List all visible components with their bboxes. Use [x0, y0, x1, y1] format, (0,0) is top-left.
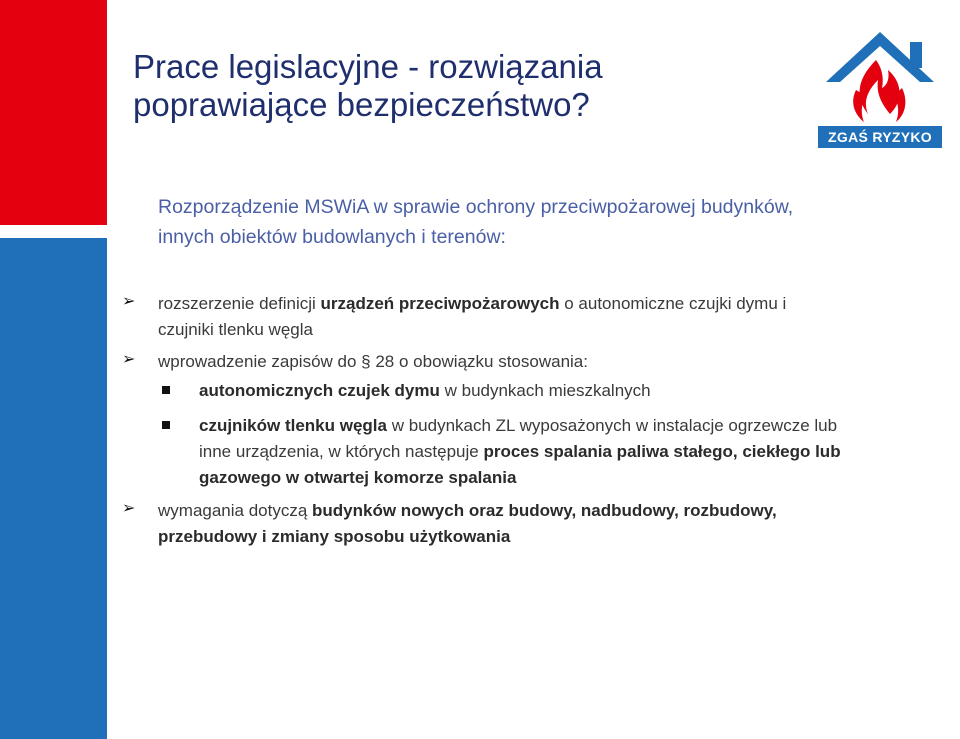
- sub-bullet-co-detectors: [199, 413, 944, 491]
- bullet-1-text-a: rozszerzenie definicji: [158, 294, 321, 313]
- sub-2-rest-1: w budynkach ZL wyposażonych w instalacje ogrzewcze lub: [386, 416, 838, 435]
- arrow-bullet-icon: ➢: [122, 351, 136, 368]
- house-flame-icon: [818, 30, 942, 130]
- square-bullet-icon: [162, 421, 170, 429]
- sub-1-rest: w budynkach mieszkalnych: [439, 381, 651, 400]
- page-title: [133, 48, 773, 124]
- sub-2-line-3: gazowego w otwartej komorze spalania: [199, 468, 517, 487]
- logo-text: ZGAŚ RYZYKO: [818, 126, 942, 148]
- left-blue-bar: [0, 238, 107, 739]
- square-bullet-icon: [162, 386, 170, 394]
- sub-bullet-smoke-detectors: [199, 378, 919, 404]
- bullet-2-text: wprowadzenie zapisów do § 28 o obowiązku stosowania:: [158, 352, 588, 371]
- sub-2-bold-1: czujników tlenku węgla: [199, 416, 387, 435]
- intro-text: [158, 192, 858, 252]
- bullet-requirements: [158, 498, 938, 550]
- sub-1-bold: autonomicznych czujek dymu: [199, 381, 440, 400]
- title-line-2: poprawiające bezpieczeństwo?: [133, 86, 590, 123]
- intro-line-1: Rozporządzenie MSWiA w sprawie ochrony przeciwpożarowej budynków,: [158, 196, 794, 218]
- title-line-1: Prace legislacyjne - rozwiązania: [133, 48, 603, 85]
- zgas-ryzyko-logo: [818, 30, 942, 152]
- bullet-1-text-b: o autonomiczne czujki dymu i: [559, 294, 787, 313]
- intro-line-2: innych obiektów budowlanych i terenów:: [158, 226, 506, 248]
- arrow-bullet-icon: ➢: [122, 500, 136, 517]
- bullet-par28: [158, 349, 918, 375]
- bullet-3-line-2: przebudowy i zmiany sposobu użytkowania: [158, 527, 511, 546]
- bullet-1-line-2: czujniki tlenku węgla: [158, 320, 313, 339]
- sub-2-line-2a: inne urządzenia, w których następuje: [199, 442, 484, 461]
- bullet-3-bold: budynków nowych oraz budowy, nadbudowy, rozbudowy,: [312, 501, 777, 520]
- bullet-1-bold: urządzeń przeciwpożarowych: [320, 294, 560, 313]
- arrow-bullet-icon: ➢: [122, 293, 136, 310]
- left-red-bar: [0, 0, 107, 225]
- bullet-definitions: [158, 291, 918, 343]
- bullet-3-text-a: wymagania dotyczą: [158, 501, 313, 520]
- sub-2-bold-2: proces spalania paliwa stałego, ciekłego lub: [483, 442, 841, 461]
